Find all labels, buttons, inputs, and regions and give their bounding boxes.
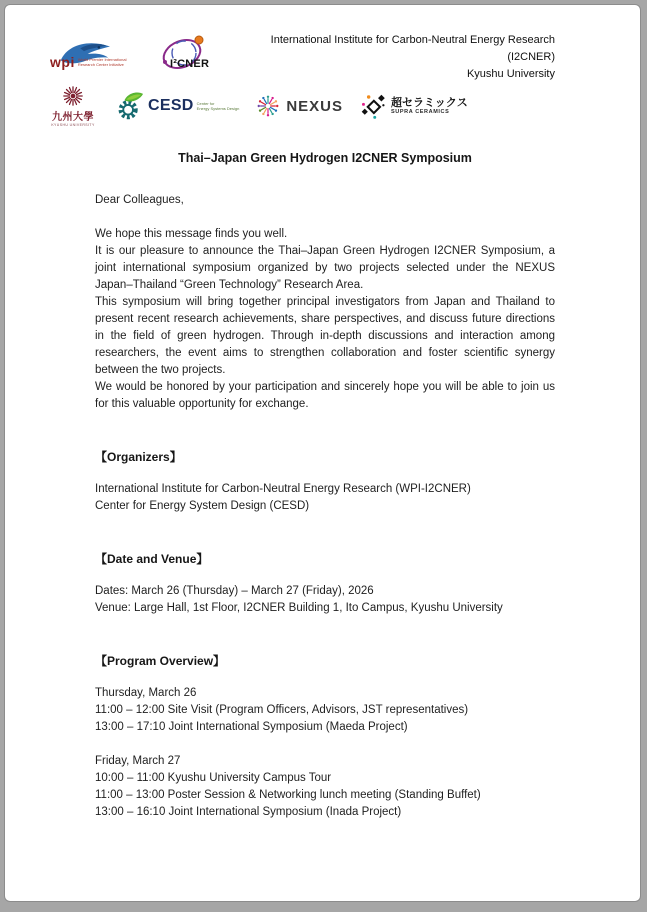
supra-wordmark-block [391, 97, 468, 116]
program-item: 13:00 – 16:10 Joint International Symposium (Inada Project) [95, 806, 402, 818]
supra-ceramics-logo [360, 93, 468, 120]
affiliation-line2: Kyushu University [466, 67, 555, 80]
kyushu-university-logo [47, 85, 99, 128]
nexus-burst-icon [256, 94, 280, 118]
header-logos-row1 [50, 31, 555, 80]
document-content [5, 5, 640, 821]
kyushu-seal-icon [62, 85, 84, 107]
wpi-acronym-text: wpi [50, 54, 75, 70]
affiliation-block [240, 32, 555, 83]
venue-line: Venue: Large Hall, 1st Floor, I2CNER Building 1, Ito Campus, Kyushu University [95, 602, 503, 614]
program-overview-heading: 【Program Overview】 [95, 654, 226, 668]
paragraph: It is our pleasure to announce the Thai–Japan Green Hydrogen I2CNER Symposium, a joint international symposium organized by two projects selected under the NEXUS Japan–Thailand “Green Technology” Research Area. [95, 245, 555, 291]
i2cner-wordmark: I²CNER [170, 58, 210, 70]
cesd-gear-leaf-icon [116, 91, 144, 121]
wpi-tagline-line1: World Premier International [77, 57, 127, 62]
supra-english-text: SUPRA CERAMICS [391, 108, 450, 115]
cesd-tagline-line2: Energy Systems Design [196, 106, 240, 111]
program-day2-label: Friday, March 27 [95, 755, 181, 767]
cesd-wordmark-block [148, 98, 239, 114]
header-logos-row2 [47, 82, 555, 130]
paragraph: This symposium will bring together principal investigators from Japan and Thailand to present recent research achievements, share perspectives, and discuss future directions in the field of green hydrogen. Through in-depth discussions and interaction among researchers, the event aims to strengthen collaboration and foster scientific synergy between the two projects. [95, 296, 555, 376]
supra-japanese-text: 超セラミックス [391, 96, 468, 109]
affiliation-line1: International Institute for Carbon-Neutral Energy Research (I2CNER) [270, 33, 555, 63]
program-item: 11:00 – 13:00 Poster Session & Networking lunch meeting (Standing Buffet) [95, 789, 481, 801]
organizer-line: Center for Energy System Design (CESD) [95, 500, 310, 512]
supra-crystals-icon [360, 93, 386, 120]
program-day1-label: Thursday, March 26 [95, 687, 197, 699]
letter-body [95, 226, 555, 413]
wpi-wordmark [50, 56, 142, 68]
wpi-logo [50, 40, 142, 68]
date-venue-section [95, 583, 555, 617]
organizers-section [95, 481, 555, 515]
nexus-logo [256, 94, 343, 118]
cesd-tagline [197, 101, 240, 111]
kyushu-caption-text: KYUSHU UNIVERSITY [51, 122, 95, 127]
cesd-tagline-line1: Center for [196, 101, 215, 106]
cesd-logo [116, 91, 239, 121]
program-day2 [95, 753, 555, 821]
document-title: Thai–Japan Green Hydrogen I2CNER Symposium [178, 151, 472, 165]
paragraph: We hope this message finds you well. [95, 228, 288, 240]
cesd-acronym-text: CESD [148, 97, 194, 114]
kyushu-kanji-text: 九州大學 [52, 111, 94, 123]
i2cner-logo [158, 32, 224, 76]
paragraph: We would be honored by your participation and sincerely hope you will be able to join us for this valuable opportunity for exchange. [95, 381, 555, 410]
wpi-tagline [78, 58, 127, 68]
organizer-line: International Institute for Carbon-Neutral Energy Research (WPI-I2CNER) [95, 483, 471, 495]
date-venue-heading: 【Date and Venue】 [95, 552, 209, 566]
organizers-heading: 【Organizers】 [95, 450, 182, 464]
dates-line: Dates: March 26 (Thursday) – March 27 (Friday), 2026 [95, 585, 374, 597]
program-overview-section [95, 685, 555, 821]
nexus-wordmark: NEXUS [286, 97, 344, 115]
salutation: Dear Colleagues, [95, 194, 184, 206]
program-item: 11:00 – 12:00 Site Visit (Program Officers, Advisors, JST representatives) [95, 704, 469, 716]
document-page [4, 4, 641, 902]
program-day1 [95, 685, 555, 736]
program-item: 13:00 – 17:10 Joint International Symposium (Maeda Project) [95, 721, 408, 733]
wpi-tagline-line2: Research Center Initiative [77, 61, 124, 67]
program-item: 10:00 – 11:00 Kyushu University Campus Tour [95, 772, 332, 784]
